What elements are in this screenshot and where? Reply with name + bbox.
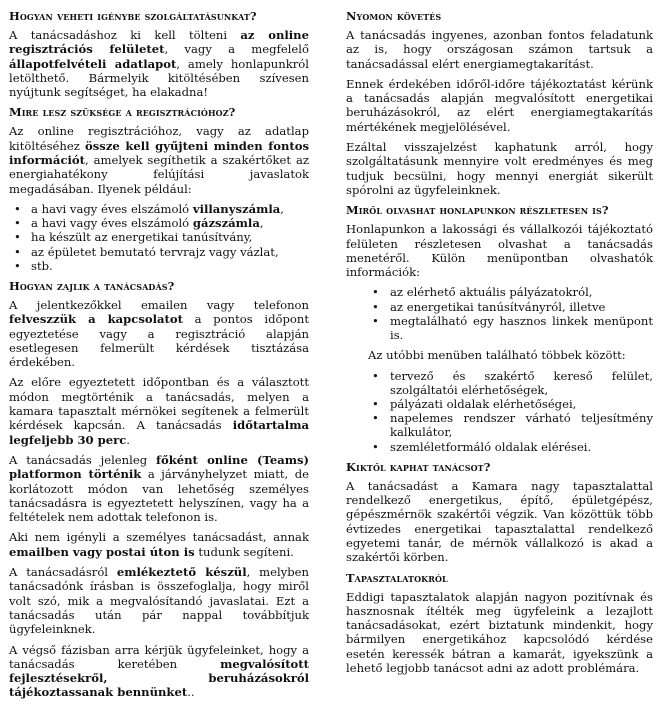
text: . [126,432,130,447]
list-item [9,230,309,244]
paragraph-experiences: Eddigi tapasztalatok alapján nagyon pozitívnak és hasznosnak ítélték meg ügyfeleink a lezajlott tanácsadásokat, ezért biztatunk mindenkit, hogy bármilyen energetikához kapcsolódó kérdése esetén keressék bátran a kamarát, igyekszünk a lehető legjobb tanácsot adni az adott problémára. [346,589,653,676]
section-title-how-to-use: Hogyan veheti igénybe szolgáltatásunkat? [9,9,257,23]
paragraph-links-menu: Az utóbbi menüben található többek között: [368,348,626,363]
section-title-experts: Kiktől kaphat tanácsot? [346,459,491,474]
registration-link-text: az online regisztrációs felületet [9,28,309,57]
emphasis-text: emailben vagy postai úton is [9,544,195,559]
paragraph-website-info: Honlapunkon a lakossági és vállalkozói tájékoztató felületen részletesen olvashat a tanácsadás menetéről. Külön menüpontban olvashatók információk: [346,222,653,280]
list-item: • megtalálható egy hasznos linkek menüpont is. [346,314,653,342]
emphasis-text: emlékeztető készül [116,565,247,580]
text: A tanácsadáshoz ki kell tölteni [9,28,241,42]
section-title-process: Hogyan zajlik a tanácsadás? [9,278,175,293]
emphasis-text: időtartalma legfeljebb 30 perc [9,418,309,447]
emphasis-text: gázszámla [192,216,260,231]
emphasis-text: főként online (Teams) platformon történik [9,452,309,482]
text: tudunk segíteni. [194,544,294,559]
left-column [9,9,309,706]
text: a pontos időpont egyeztetése vagy a regisztráció alapján esetlegesen felmerült kérdések tisztázása érdekében. [9,312,309,370]
text: A tanácsadás jelenleg [9,452,156,467]
text: , melyben tanácsadónk írásban is összefoglalja, hogy miről volt szó, mik a megvalósítandó javaslatai. Ezt a tanácsadás után pár nappal továbbítjuk ügyfeleinknek. [9,565,309,637]
section-title-experiences: Tapasztalatokról [346,570,448,585]
paragraph-memo [9,565,309,636]
section-title-tracking: Nyomon követés [346,9,442,23]
paragraph-tracking-1: A tanácsadás ingyenes, azonban fontos feladatunk az is, hogy országosan számon tartsuk a tanácsadással elért energiamegtakarítást. [346,28,653,71]
text: a havi vagy éves elszámoló [31,201,193,216]
requirements-list [9,202,309,273]
website-menu-list [346,285,653,342]
list-item [9,216,309,230]
text: az épületet bemutató tervrajz vagy vázlat, [31,244,279,259]
emphasis-text: villanyszámla [192,201,281,216]
section-title-requirements: Mire lesz szüksége a regisztrációhoz? [9,105,236,120]
text: ha készült az energetikai tanúsítvány, [31,230,253,245]
paragraph-how-to-use [9,28,309,99]
text: , [259,216,264,231]
section-title-website-info: Miről olvashat honlapunkon részletesen is? [346,203,609,218]
emphasis-text: felveszzük a kapcsolatot [9,312,183,327]
text: , [280,201,284,216]
list-item: • az energetikai tanúsítványról, illetve [346,300,653,314]
paragraph-tracking-2: Ennek érdekében időről-időre tájékoztatást kérünk a tanácsadás alapján megvalósított energetikai beruházásokról, az elért energiamegtakarítás mértékének megjelölésével. [346,76,653,134]
list-item [9,202,309,216]
text: stb. [31,258,53,273]
list-item: • szemléletformáló oldalak elérései. [346,440,653,454]
text: a havi vagy éves elszámoló [31,216,193,231]
list-item: • tervező és szakértő kereső felület, szolgáltatói elérhetőségek, [346,369,653,397]
text: Az online regisztrációhoz, vagy az adatlap kitöltéséhez [9,124,309,153]
emphasis-text: megvalósított fejlesztésekről, beruházásokról tájékoztassanak bennünket [9,656,309,700]
list-item: • napelemes rendszer várható teljesítmény kalkulátor, [346,411,653,439]
right-column [346,9,653,681]
text: .. [187,685,195,700]
text: Aki nem igényli a személyes tanácsadást, annak [9,530,309,545]
text: , vagy a megfelelő [164,42,309,57]
paragraph-appointment [9,375,309,446]
links-menu-list [346,369,653,454]
paragraph-email [9,530,309,559]
text: A tanácsadásról [9,565,117,580]
paragraph-requirements [9,124,309,195]
paragraph-online [9,453,309,524]
text: A végső fázisban arra kérjük ügyfeleinket, hogy a tanácsadás keretében [9,642,309,671]
text: a járványhelyzet miatt, de korlátozott módon van lehetőség személyes tanácsadásra is egyeztetett helyszínen, vagy ha a feltételek nem adottak telefonon is. [9,467,310,525]
text: Az előre egyeztetett időpontban és a választott módon megtörténik a tanácsadás, melyen a kamara tapasztalt mérnökei segítenek a felmerült kérdések kapcsán. A tanácsadás [9,375,309,433]
paragraph-tracking-3: Ezáltal visszajelzést kaphatunk arról, hogy szolgáltatásunk mennyire volt eredményes és meg tudjuk becsülni, hogy mennyi energiát sikerült spórolni az ügyfeleinknek. [346,140,653,197]
list-item: • az elérhető aktuális pályázatokról, [346,285,653,299]
datasheet-text: állapotfelvételi adatlapot [9,56,177,71]
text: , amely honlapunkról letölthető. Bármelyik kitöltésében szívesen nyújtunk segítséget, ha elakadna! [9,56,309,100]
text: A jelentkezőkkel emailen vagy telefonon [9,297,309,312]
list-item: • pályázati oldalak elérhetőségei, [346,397,653,411]
paragraph-final-phase [9,643,309,700]
text: , amelyek segíthetik a szakértőket az energiahatékony felújítási javaslatok megadásában. Ilyenek például: [9,153,309,196]
list-item [9,259,309,273]
paragraph-contact [9,298,309,369]
emphasis-text: össze kell gyűjteni minden fontos információt [9,138,309,168]
paragraph-experts: A tanácsadást a Kamara nagy tapasztalattal rendelkező energetikus, építő, épületgépész, gépészmérnök szakértői végzik. Van közöttük több évtizedes energetikai tapasztalattal rendelkező egyetemi tanár, de mérnök vállalkozó is akad a szakértői körben. [346,478,653,565]
list-item [9,245,309,259]
